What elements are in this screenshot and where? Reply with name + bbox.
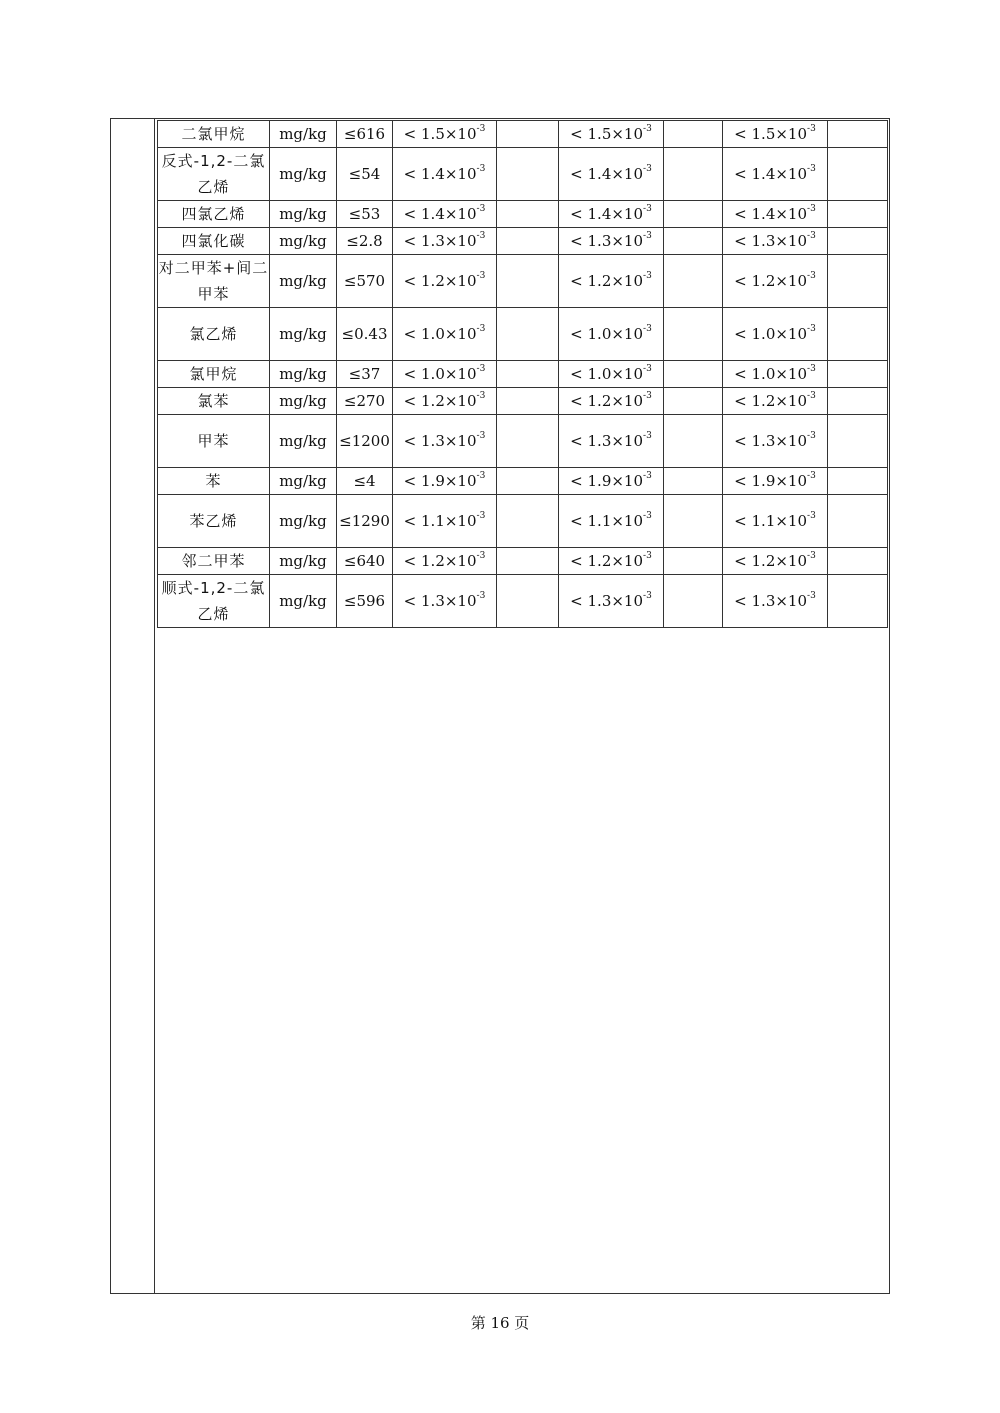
unit-cell: mg/kg — [270, 575, 337, 628]
analyte-name: 苯乙烯 — [158, 495, 270, 548]
result-cell-3: < $1.0\times 10^{-3}$ — [723, 361, 828, 388]
limit-cell: ≤640 — [337, 548, 393, 575]
empty-cell — [664, 201, 723, 228]
result-cell-2: < $1.2\times 10^{-3}$ — [559, 255, 664, 308]
empty-cell — [664, 361, 723, 388]
empty-cell — [828, 388, 888, 415]
unit-cell: mg/kg — [270, 148, 337, 201]
empty-cell — [828, 228, 888, 255]
exponent: -3 — [476, 204, 486, 214]
table-row — [158, 388, 888, 415]
limit-cell: ≤2.8 — [337, 228, 393, 255]
result-cell-1: < $1.9\times 10^{-3}$ — [393, 468, 497, 495]
unit-cell: mg/kg — [270, 548, 337, 575]
table-row — [158, 548, 888, 575]
empty-cell — [828, 495, 888, 548]
limit-cell: ≤4 — [337, 468, 393, 495]
exponent: -3 — [643, 231, 652, 241]
result-cell-2: < $1.0\times 10^{-3}$ — [559, 308, 664, 361]
limit-cell: ≤596 — [337, 575, 393, 628]
result-cell-3: < $1.3\times 10^{-3}$ — [723, 415, 828, 468]
analyte-name: 反式-1,2-二氯乙烯 — [158, 148, 270, 201]
exponent: -3 — [476, 164, 486, 174]
limit-cell: ≤0.43 — [337, 308, 393, 361]
unit-cell: mg/kg — [270, 361, 337, 388]
exponent: -3 — [807, 204, 816, 214]
analyte-name: 苯 — [158, 468, 270, 495]
empty-cell — [497, 415, 559, 468]
result-cell-3: < $1.3\times 10^{-3}$ — [723, 228, 828, 255]
empty-cell — [497, 121, 559, 148]
result-cell-3: < $1.2\times 10^{-3}$ — [723, 388, 828, 415]
exponent: -3 — [807, 511, 816, 521]
empty-cell — [664, 495, 723, 548]
analyte-name: 对二甲苯+间二甲苯 — [158, 255, 270, 308]
result-cell-1: < $1.2\times 10^{-3}$ — [393, 548, 497, 575]
result-cell-3: < $1.2\times 10^{-3}$ — [723, 548, 828, 575]
result-cell-2: < $1.9\times 10^{-3}$ — [559, 468, 664, 495]
analyte-name: 氯甲烷 — [158, 361, 270, 388]
limit-cell: ≤37 — [337, 361, 393, 388]
result-cell-3: < $1.4\times 10^{-3}$ — [723, 148, 828, 201]
analyte-name: 氯乙烯 — [158, 308, 270, 361]
exponent: -3 — [476, 364, 486, 374]
empty-cell — [664, 415, 723, 468]
table-row — [158, 415, 888, 468]
empty-cell — [497, 388, 559, 415]
result-cell-2: < $1.4\times 10^{-3}$ — [559, 148, 664, 201]
exponent: -3 — [807, 364, 816, 374]
empty-cell — [664, 308, 723, 361]
analyte-name: 四氯化碳 — [158, 228, 270, 255]
exponent: -3 — [643, 204, 652, 214]
empty-cell — [664, 121, 723, 148]
unit-cell: mg/kg — [270, 468, 337, 495]
exponent: -3 — [643, 551, 652, 561]
empty-cell — [664, 575, 723, 628]
table-row — [158, 148, 888, 201]
empty-cell — [828, 201, 888, 228]
result-cell-2: < $1.1\times 10^{-3}$ — [559, 495, 664, 548]
empty-cell — [828, 468, 888, 495]
empty-cell — [497, 548, 559, 575]
empty-cell — [497, 468, 559, 495]
limit-cell: ≤53 — [337, 201, 393, 228]
exponent: -3 — [643, 431, 652, 441]
empty-cell — [828, 308, 888, 361]
result-cell-1: < $1.5\times 10^{-3}$ — [393, 121, 497, 148]
page-number: 第 16 页 — [470, 1314, 530, 1332]
empty-cell — [828, 548, 888, 575]
unit-cell: mg/kg — [270, 255, 337, 308]
result-cell-3: < $1.1\times 10^{-3}$ — [723, 495, 828, 548]
limit-cell: ≤270 — [337, 388, 393, 415]
result-cell-1: < $1.3\times 10^{-3}$ — [393, 415, 497, 468]
exponent: -3 — [807, 591, 816, 601]
empty-cell — [497, 148, 559, 201]
empty-cell — [828, 148, 888, 201]
result-cell-1: < $1.1\times 10^{-3}$ — [393, 495, 497, 548]
exponent: -3 — [807, 391, 816, 401]
unit-cell: mg/kg — [270, 228, 337, 255]
table-row — [158, 575, 888, 628]
analyte-name: 邻二甲苯 — [158, 548, 270, 575]
unit-cell: mg/kg — [270, 388, 337, 415]
result-cell-3: < $1.5\times 10^{-3}$ — [723, 121, 828, 148]
table-row — [158, 308, 888, 361]
table-row — [158, 255, 888, 308]
empty-cell — [497, 228, 559, 255]
empty-cell — [497, 361, 559, 388]
result-cell-1: < $1.2\times 10^{-3}$ — [393, 388, 497, 415]
result-cell-3: < $1.0\times 10^{-3}$ — [723, 308, 828, 361]
empty-cell — [664, 255, 723, 308]
exponent: -3 — [476, 391, 486, 401]
exponent: -3 — [807, 164, 816, 174]
result-cell-3: < $1.4\times 10^{-3}$ — [723, 201, 828, 228]
limit-cell: ≤54 — [337, 148, 393, 201]
empty-cell — [828, 121, 888, 148]
analyte-name: 顺式-1,2-二氯乙烯 — [158, 575, 270, 628]
table-row — [158, 468, 888, 495]
exponent: -3 — [476, 511, 486, 521]
result-cell-2: < $1.0\times 10^{-3}$ — [559, 361, 664, 388]
unit-cell: mg/kg — [270, 415, 337, 468]
exponent: -3 — [476, 271, 486, 281]
empty-cell — [664, 548, 723, 575]
results-table — [157, 120, 888, 628]
analyte-name: 二氯甲烷 — [158, 121, 270, 148]
exponent: -3 — [807, 551, 816, 561]
exponent: -3 — [807, 431, 816, 441]
analyte-name: 甲苯 — [158, 415, 270, 468]
result-cell-1: < $1.4\times 10^{-3}$ — [393, 201, 497, 228]
result-cell-1: < $1.0\times 10^{-3}$ — [393, 361, 497, 388]
exponent: -3 — [476, 551, 486, 561]
empty-cell — [497, 575, 559, 628]
exponent: -3 — [643, 391, 652, 401]
unit-cell: mg/kg — [270, 201, 337, 228]
exponent: -3 — [807, 471, 816, 481]
exponent: -3 — [476, 324, 486, 334]
result-cell-2: < $1.3\times 10^{-3}$ — [559, 415, 664, 468]
empty-cell — [828, 255, 888, 308]
result-cell-2: < $1.2\times 10^{-3}$ — [559, 548, 664, 575]
exponent: -3 — [643, 471, 652, 481]
exponent: -3 — [643, 124, 652, 134]
empty-cell — [664, 468, 723, 495]
left-column-divider — [154, 118, 155, 1294]
empty-cell — [664, 228, 723, 255]
result-cell-1: < $1.3\times 10^{-3}$ — [393, 228, 497, 255]
exponent: -3 — [807, 124, 816, 134]
result-cell-2: < $1.3\times 10^{-3}$ — [559, 228, 664, 255]
result-cell-2: < $1.5\times 10^{-3}$ — [559, 121, 664, 148]
result-cell-1: < $1.3\times 10^{-3}$ — [393, 575, 497, 628]
result-cell-1: < $1.2\times 10^{-3}$ — [393, 255, 497, 308]
exponent: -3 — [476, 231, 486, 241]
empty-cell — [497, 308, 559, 361]
empty-cell — [497, 201, 559, 228]
result-cell-3: < $1.2\times 10^{-3}$ — [723, 255, 828, 308]
empty-cell — [664, 388, 723, 415]
limit-cell: ≤570 — [337, 255, 393, 308]
exponent: -3 — [476, 471, 486, 481]
limit-cell: ≤1200 — [337, 415, 393, 468]
exponent: -3 — [807, 324, 816, 334]
limit-cell: ≤1290 — [337, 495, 393, 548]
empty-cell — [828, 415, 888, 468]
table-row — [158, 361, 888, 388]
exponent: -3 — [476, 591, 486, 601]
table-row — [158, 228, 888, 255]
table-row — [158, 121, 888, 148]
exponent: -3 — [807, 231, 816, 241]
unit-cell: mg/kg — [270, 121, 337, 148]
exponent: -3 — [807, 271, 816, 281]
analyte-name: 氯苯 — [158, 388, 270, 415]
unit-cell: mg/kg — [270, 308, 337, 361]
unit-cell: mg/kg — [270, 495, 337, 548]
result-cell-2: < $1.3\times 10^{-3}$ — [559, 575, 664, 628]
empty-cell — [497, 495, 559, 548]
result-cell-1: < $1.0\times 10^{-3}$ — [393, 308, 497, 361]
table-row — [158, 201, 888, 228]
exponent: -3 — [643, 511, 652, 521]
exponent: -3 — [643, 271, 652, 281]
exponent: -3 — [643, 591, 652, 601]
exponent: -3 — [476, 124, 486, 134]
result-cell-3: < $1.9\times 10^{-3}$ — [723, 468, 828, 495]
exponent: -3 — [643, 164, 652, 174]
analyte-name: 四氯乙烯 — [158, 201, 270, 228]
empty-cell — [664, 148, 723, 201]
empty-cell — [497, 255, 559, 308]
result-cell-3: < $1.3\times 10^{-3}$ — [723, 575, 828, 628]
result-cell-2: < $1.4\times 10^{-3}$ — [559, 201, 664, 228]
exponent: -3 — [643, 324, 652, 334]
empty-cell — [828, 575, 888, 628]
table-row — [158, 495, 888, 548]
result-cell-2: < $1.2\times 10^{-3}$ — [559, 388, 664, 415]
exponent: -3 — [476, 431, 486, 441]
empty-cell — [828, 361, 888, 388]
limit-cell: ≤616 — [337, 121, 393, 148]
exponent: -3 — [643, 364, 652, 374]
result-cell-1: < $1.4\times 10^{-3}$ — [393, 148, 497, 201]
